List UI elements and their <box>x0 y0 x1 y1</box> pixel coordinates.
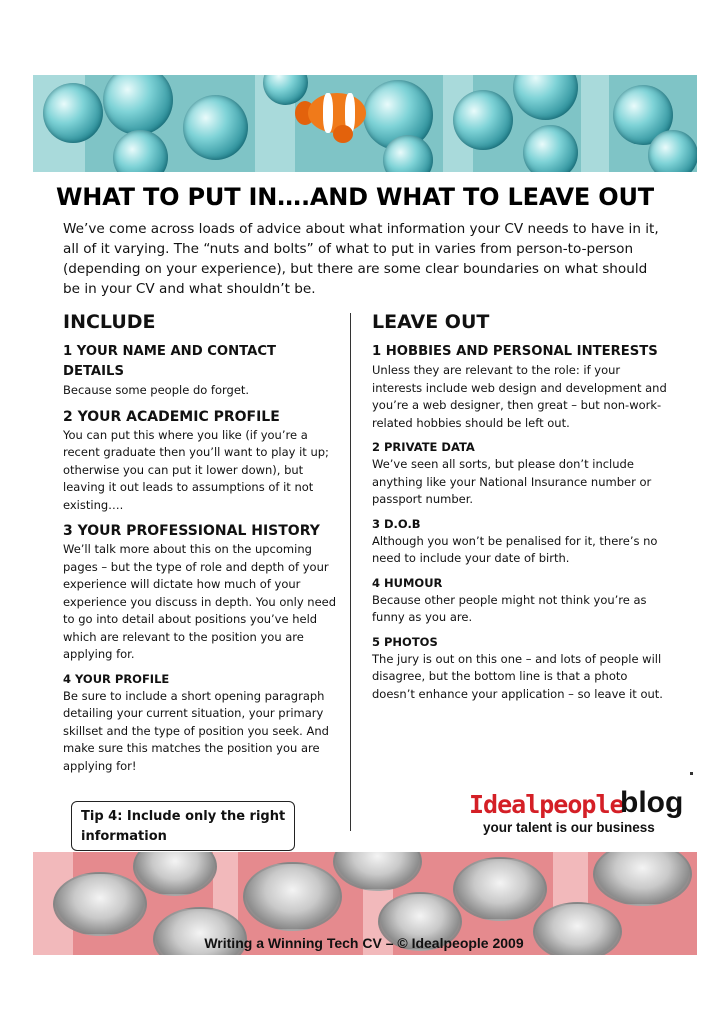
leave-out-heading: LEAVE OUT <box>372 311 490 333</box>
include-item-title: 2 YOUR ACADEMIC PROFILE <box>63 408 280 425</box>
tip-callout <box>71 801 295 851</box>
leave-out-item-body: Unless they are relevant to the role: if your interests include web design and development and you’re a web designer, then great – but non-work-related hobbies should be left out. <box>372 363 667 430</box>
page-title: WHAT TO PUT IN….AND WHAT TO LEAVE OUT <box>56 183 654 211</box>
leave-out-item-title: 4 HUMOUR <box>372 575 443 590</box>
intro-paragraph: We’ve come across loads of advice about what information your CV needs to have in it, all of it varying. The “nuts and bolts” of what to put in varies from person-to-person (depending on your experience), but there are some clear boundaries on what should be in your CV and what shouldn’t be. <box>63 221 659 297</box>
logo-blog-word: blog <box>620 786 684 819</box>
leave-out-item-title: 3 D.O.B <box>372 516 421 531</box>
leave-out-column <box>372 310 672 710</box>
leave-out-item-title: 1 HOBBIES AND PERSONAL INTERESTS <box>372 344 658 359</box>
leave-out-item-body: We’ve seen all sorts, but please don’t include anything like your National Insurance number or passport number. <box>372 457 652 506</box>
include-item-body: We’ll talk more about this on the upcoming pages – but the type of role and depth of your experience will dictate how much of your experience you discuss in depth. You only need to go into detail about positions you’ve held which are relevant to the position you are applying for. <box>63 542 337 661</box>
page-footer: Writing a Winning Tech CV – © Idealpeople 2009 <box>204 935 524 951</box>
tip-text: Tip 4: Include only the right information <box>81 809 286 844</box>
idealpeople-blog-logo <box>469 786 689 840</box>
leave-out-item-body: The jury is out on this one – and lots of people will disagree, but the bottom line is that a photo doesn’t enhance your application – so leave it out. <box>372 651 663 701</box>
include-item-title: 3 YOUR PROFESSIONAL HISTORY <box>63 523 320 539</box>
include-item-title: 4 YOUR PROFILE <box>63 671 170 686</box>
include-heading: INCLUDE <box>63 311 156 333</box>
logo-tagline: your talent is our business <box>483 820 655 835</box>
column-divider <box>350 313 351 831</box>
leave-out-item-body: Because other people might not think you’re as funny as you are. <box>372 592 647 624</box>
include-column <box>63 310 338 782</box>
leave-out-item-title: 5 PHOTOS <box>372 634 438 649</box>
leave-out-item-body: Although you won’t be penalised for it, there’s no need to include your date of birth. <box>372 533 658 565</box>
leave-out-item-title: 2 PRIVATE DATA <box>372 440 475 454</box>
logo-brand: Idealpeople <box>469 790 624 819</box>
include-item-body: You can put this where you like (if you’re a recent graduate then you’ll want to play it up; otherwise you can put it lower down), but leaving it out leads to assumptions of it not existing…. <box>63 427 329 512</box>
decorative-dot <box>690 772 693 775</box>
include-item-body: Because some people do forget. <box>63 383 250 397</box>
include-item-title: 1 YOUR NAME AND CONTACT DETAILS <box>63 344 277 379</box>
include-item-body: Be sure to include a short opening paragraph detailing your current situation, your primary skillset and the type of position you seek. And make sure this matches the position you are applying for! <box>63 688 329 773</box>
header-banner-image <box>33 75 697 172</box>
